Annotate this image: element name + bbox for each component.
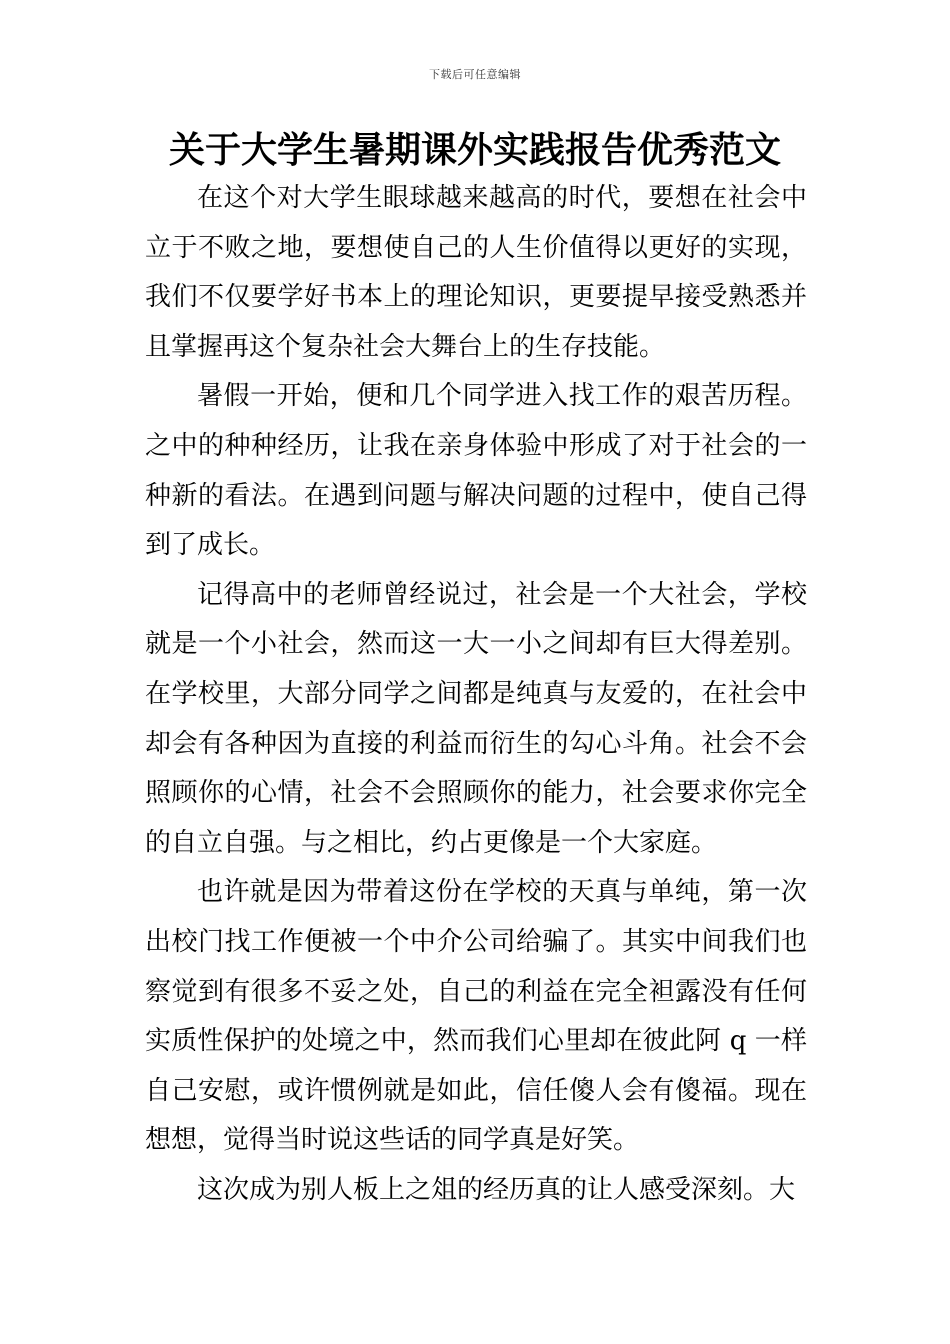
document-body — [145, 174, 807, 1215]
paragraph-4: 也许就是因为带着这份在学校的天真与单纯，第一次出校门找工作便被一个中介公司给骗了。其实中间我们也察觉到有很多不妥之处，自己的利益在完全袒露没有任何实质性保护的处境之中，然而我们心里却在彼此阿 q 一样自己安慰，或许惯例就是如此，信任傻人会有傻福。现在想想，觉得当时说这些话的同学真是好笑。 — [145, 877, 807, 1156]
paragraph-2: 暑假一开始，便和几个同学进入找工作的艰苦历程。之中的种种经历，让我在亲身体验中形成了对于社会的一种新的看法。在遇到问题与解决问题的过程中，使自己得到了成长。 — [145, 381, 807, 561]
document-title: 关于大学生暑期课外实践报告优秀范文 — [168, 130, 781, 171]
header-note: 下载后可任意编辑 — [429, 68, 521, 81]
paragraph-1: 在这个对大学生眼球越来越高的时代，要想在社会中立于不败之地，要想使自己的人生价值得以更好的实现，我们不仅要学好书本上的理论知识，更要提早接受熟悉并且掌握再这个复杂社会大舞台上的生存技能。 — [145, 183, 807, 362]
paragraph-3: 记得高中的老师曾经说过，社会是一个大社会，学校就是一个小社会，然而这一大一小之间却有巨大得差别。在学校里，大部分同学之间都是纯真与友爱的，在社会中却会有各种因为直接的利益而衍生的勾心斗角。社会不会照顾你的心情，社会不会照顾你的能力，社会要求你完全的自立自强。与之相比，约占更像是一个大家庭。 — [145, 579, 807, 858]
paragraph-5: 这次成为别人板上之俎的经历真的让人感受深刻。大 — [197, 1174, 796, 1205]
